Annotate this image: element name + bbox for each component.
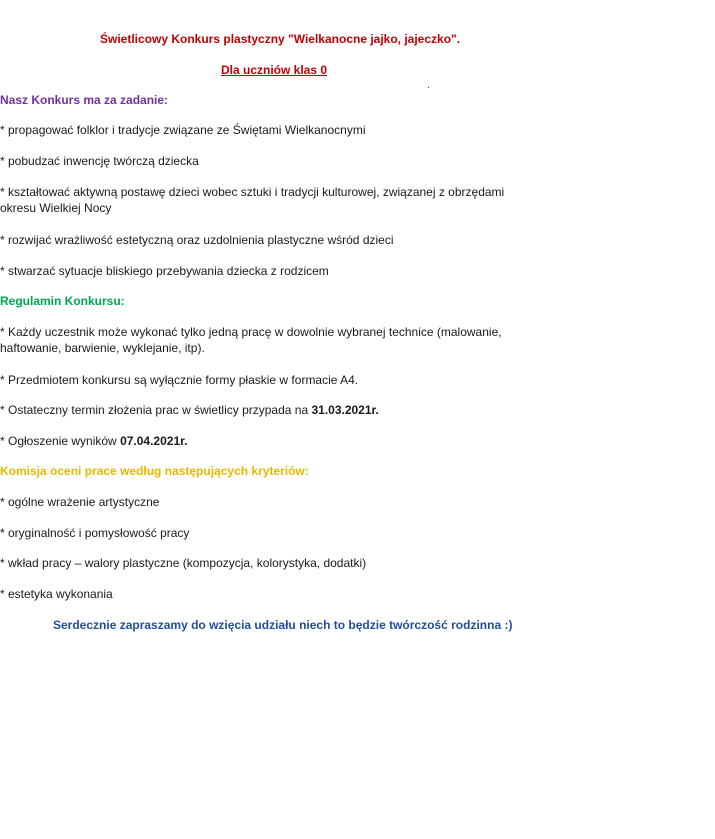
- criteria-item: * ogólne wrażenie artystyczne: [0, 495, 160, 509]
- stray-dot: .: [427, 80, 430, 91]
- rule-item-text: * Ogłoszenie wyników: [0, 434, 121, 448]
- goal-item: * kształtować aktywną postawę dzieci wobec sztuki i tradycji kulturowej, związanej z obrzędami okresu Wielkiej Nocy: [0, 185, 505, 215]
- rule-item-results: [0, 433, 187, 449]
- goal-item: * rozwijać wrażliwość estetyczną oraz uzdolnienia plastyczne wśród dzieci: [0, 233, 394, 247]
- goals-heading: Nasz Konkurs ma za zadanie:: [0, 93, 169, 107]
- rules-heading: Regulamin Konkursu:: [0, 294, 125, 308]
- rule-item: * Każdy uczestnik może wykonać tylko jedną pracę w dowolnie wybranej technice (malowanie, haftowanie, barwienie, wyklejanie, itp).: [0, 325, 502, 355]
- rule-item: * Przedmiotem konkursu są wyłącznie formy płaskie w formacie A4.: [0, 373, 359, 387]
- criteria-heading: Komisja oceni prace według następujących kryteriów:: [0, 464, 309, 478]
- rule-item-text: * Ostateczny termin złożenia prac w świetlicy przypada na: [0, 403, 312, 417]
- criteria-item: * oryginalność i pomysłowość pracy: [0, 526, 190, 540]
- rule-item-deadline: [0, 402, 379, 418]
- document-subtitle: Dla uczniów klas 0: [221, 63, 328, 77]
- goal-item: * stwarzać sytuacje bliskiego przebywania dziecka z rodzicem: [0, 264, 329, 278]
- results-date: 07.04.2021r.: [120, 434, 188, 448]
- criteria-item: * wkład pracy – walory plastyczne (kompozycja, kolorystyka, dodatki): [0, 556, 367, 570]
- goal-item: * propagować folklor i tradycje związane ze Świętami Wielkanocnymi: [0, 123, 366, 137]
- document-title: Świetlicowy Konkurs plastyczny "Wielkanocne jajko, jajeczko".: [100, 32, 461, 46]
- goal-item: * pobudzać inwencję twórczą dziecka: [0, 154, 199, 168]
- closing-invitation: Serdecznie zapraszamy do wzięcia udziału niech to będzie twórczość rodzinna :): [53, 618, 513, 632]
- criteria-item: * estetyka wykonania: [0, 587, 113, 601]
- deadline-date: 31.03.2021r.: [311, 403, 379, 417]
